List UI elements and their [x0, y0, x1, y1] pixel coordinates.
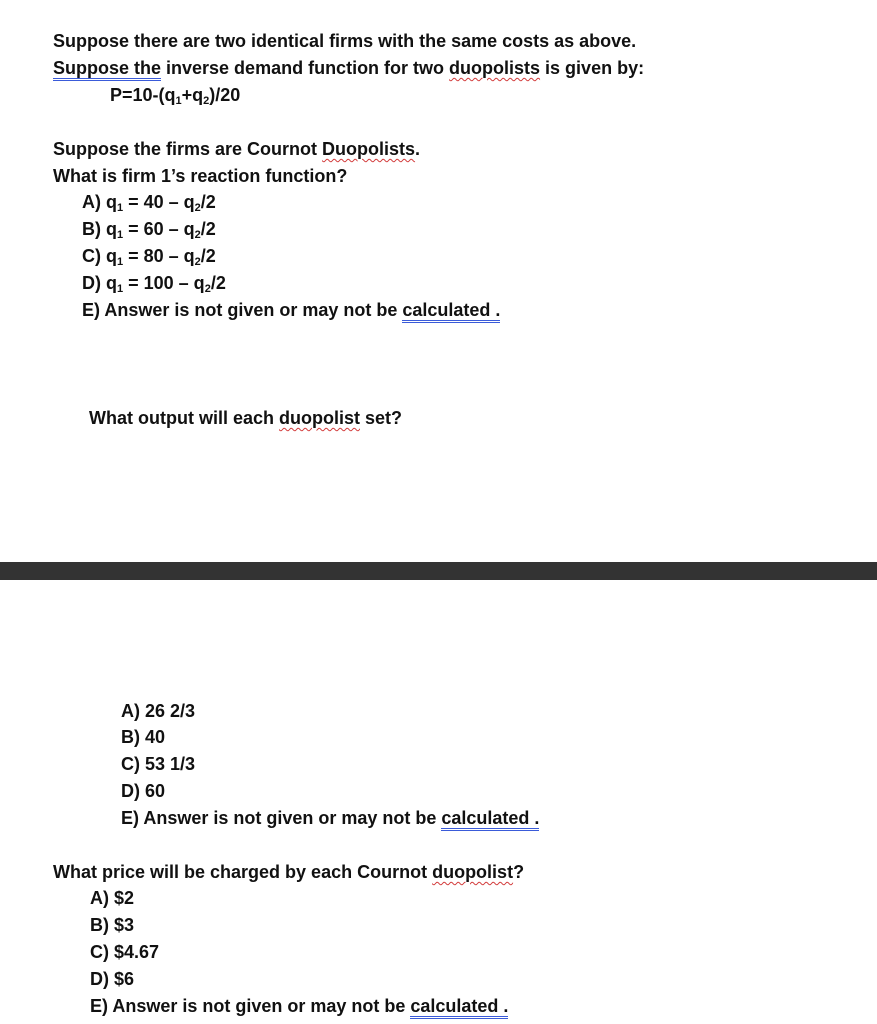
q1-setup: [53, 138, 420, 160]
q1-option-c-sub1: 1: [117, 256, 124, 268]
q2-option-b: [121, 726, 165, 748]
q1-option-e-text: E) Answer is not given or may not be: [82, 300, 403, 320]
intro-line-2-mid: inverse demand function for two: [161, 58, 450, 78]
q3-option-e-calculated: calculated .: [410, 996, 508, 1019]
q3-option-d: [90, 968, 134, 990]
q2-option-c-text: C) 53 1/3: [121, 754, 196, 774]
q1-setup-text: Suppose the firms are Cournot: [53, 139, 323, 159]
q1-option-e-calculated: calculated .: [402, 300, 500, 323]
q2-option-a: [121, 700, 195, 722]
q3-option-d-text: D) $6: [90, 969, 135, 989]
q1-option-c-end: /2: [200, 246, 216, 266]
q1-option-d-mid: = 100 – q: [123, 273, 205, 293]
q1-option-a-lhs: q: [101, 192, 117, 212]
q3-option-a: [90, 887, 134, 909]
q2-option-b-text: B) 40: [121, 727, 166, 747]
q1-option-c: [82, 245, 216, 267]
demand-equation: [110, 84, 240, 106]
q1-option-d-lhs: q: [101, 273, 117, 293]
q1-option-d-sub2: 2: [204, 283, 211, 295]
q2-question-end: set?: [359, 408, 402, 428]
q1-option-d-end: /2: [210, 273, 226, 293]
eq-sub-2: 2: [203, 95, 210, 107]
q1-option-d-letter: D): [82, 273, 101, 293]
q1-duopolists: Duopolists: [322, 139, 416, 159]
q3-question: [53, 861, 524, 883]
q3-option-c-text: C) $4.67: [90, 942, 160, 962]
q1-question: [53, 165, 347, 187]
intro-line-2-end: is given by:: [540, 58, 645, 78]
q3-option-c: [90, 941, 159, 963]
q1-option-a-mid: = 40 – q: [123, 192, 195, 212]
q1-option-a-end: /2: [200, 192, 216, 212]
q1-option-d: [82, 272, 226, 294]
q1-option-a: [82, 191, 216, 213]
q1-option-e: [82, 299, 500, 321]
q3-option-b-text: B) $3: [90, 915, 135, 935]
eq-part-b: +q: [181, 85, 204, 105]
q3-option-e-text: E) Answer is not given or may not be: [90, 996, 411, 1016]
eq-sub-1: 1: [175, 95, 182, 107]
q3-duopolist: duopolist: [432, 862, 514, 882]
intro-line-1: [53, 30, 636, 52]
q2-option-d: [121, 780, 165, 802]
q1-option-c-sub2: 2: [194, 256, 201, 268]
q1-option-b-sub1: 1: [117, 229, 124, 241]
q1-option-b-sub2: 2: [194, 229, 201, 241]
q2-option-e-calculated: calculated .: [441, 808, 539, 831]
q3-question-end: ?: [513, 862, 525, 882]
q2-question-text: What output will each: [89, 408, 279, 428]
q3-option-e: [90, 995, 508, 1017]
q1-option-b: [82, 218, 216, 240]
q3-question-text: What price will be charged by each Cournot: [53, 862, 433, 882]
q1-option-c-lhs: q: [101, 246, 117, 266]
q1-option-a-sub2: 2: [194, 202, 201, 214]
q2-question: [89, 407, 402, 429]
q2-option-d-text: D) 60: [121, 781, 166, 801]
q1-option-a-letter: A): [82, 192, 101, 212]
eq-part-c: )/20: [209, 85, 241, 105]
q1-option-c-letter: C): [82, 246, 101, 266]
intro-line-2: [53, 57, 644, 79]
q2-option-c: [121, 753, 195, 775]
q1-option-b-lhs: q: [101, 219, 117, 239]
q1-option-a-sub1: 1: [117, 202, 124, 214]
q1-option-d-sub1: 1: [117, 283, 124, 295]
q1-option-b-end: /2: [200, 219, 216, 239]
q1-option-c-mid: = 80 – q: [123, 246, 195, 266]
q1-option-b-mid: = 60 – q: [123, 219, 195, 239]
q1-setup-period: .: [415, 139, 421, 159]
q2-duopolist: duopolist: [279, 408, 360, 428]
q1-option-b-letter: B): [82, 219, 101, 239]
q2-option-e: [121, 807, 539, 829]
q2-option-a-text: A) 26 2/3: [121, 701, 196, 721]
intro-suppose-the: Suppose the: [53, 58, 161, 81]
intro-line-1-text: Suppose there are two identical firms with the same costs as above.: [53, 31, 637, 51]
q3-option-b: [90, 914, 134, 936]
intro-duopolists: duopolists: [449, 58, 541, 78]
q2-option-e-text: E) Answer is not given or may not be: [121, 808, 442, 828]
eq-part-a: P=10-(q: [110, 85, 176, 105]
page-divider: [0, 562, 877, 580]
q1-question-text: What is firm 1’s reaction function?: [53, 166, 348, 186]
q3-option-a-text: A) $2: [90, 888, 135, 908]
